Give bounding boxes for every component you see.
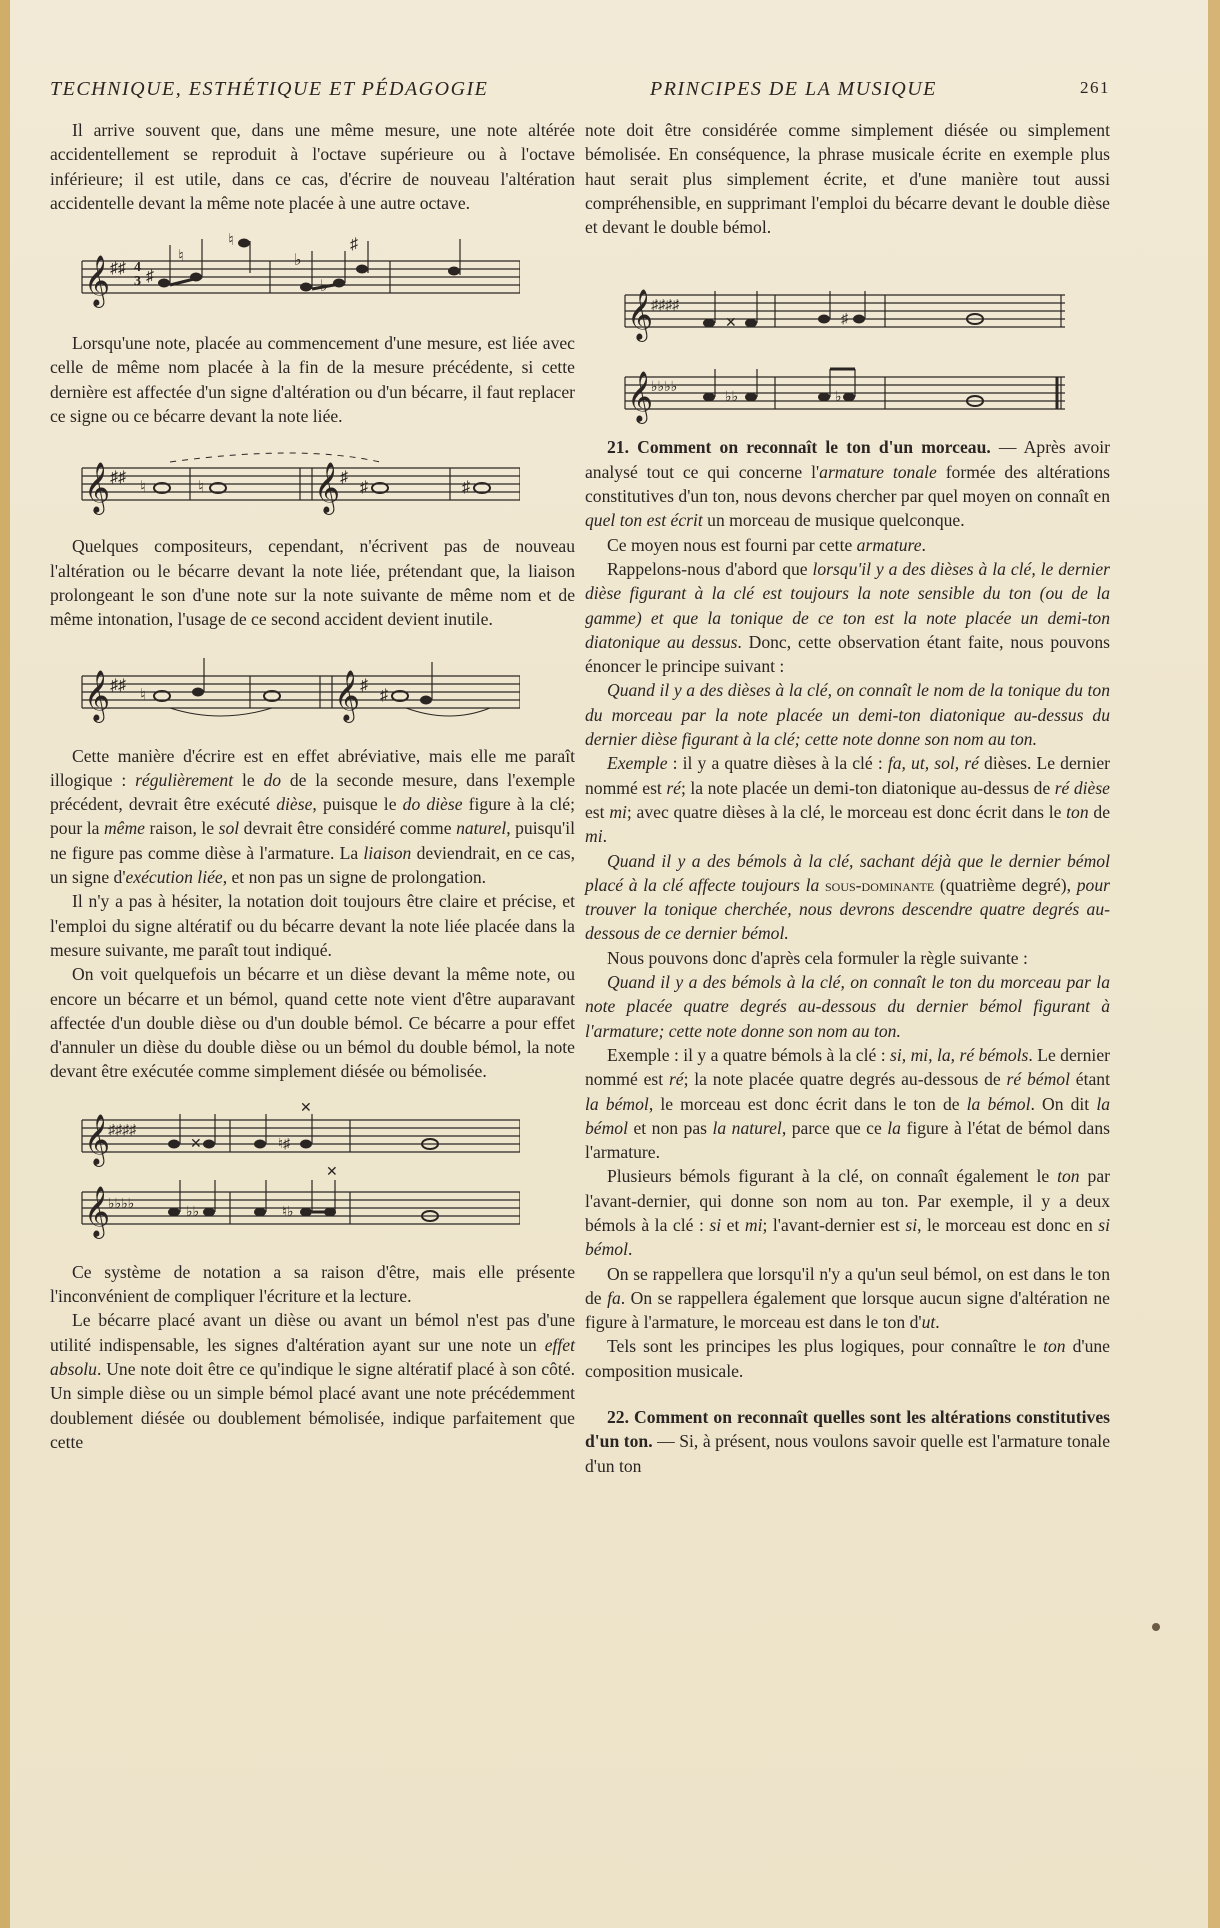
paragraph: Cette manière d'écrire est en effet abréviative, mais elle me paraît illogique : régulièrement le do de la seconde mesure, dans l'exemple précédent, devrait être exécuté dièse, puisque le do dièse figure à la clé; pour la même raison, le sol devrait être considéré comme naturel, puisqu'il ne figure pas comme dièse à l'armature. La liaison deviendrait, en ce cas, un signe d'exécution liée, et non pas un signe de prolongation. — [50, 745, 576, 888]
svg-text:♯♯: ♯♯ — [110, 260, 126, 278]
paragraph: Exemple : il y a quatre dièses à la clé : fa, ut, sol, ré dièses. Le dernier nommé est ré; la note placée un demi-ton diatonique au-dessus de ré dièse est mi; avec quatre dièses à la clé, le morceau est donc écrit dans le ton de mi. — [585, 753, 1111, 847]
svg-text:𝄞: 𝄞 — [84, 256, 111, 306]
paragraph: On voit quelquefois un bécarre et un dièse devant la même note, ou encore un bécarre et un bémol, quand cette note vient d'être auparavant affectée d'un double dièse ou d'un double bémol. Ce bécarre a pour effet d'annuler un dièse du double dièse ou un bémol du double bémol, la note devant être exécutée comme simplement diésée ou bémolisée. — [50, 964, 575, 1082]
page-edge-right — [1208, 0, 1220, 1928]
paragraph: Plusieurs bémols figurant à la clé, on connaît également le ton par l'avant-dernier, qui donne son nom au ton. Par exemple, il y a deux bémols à la clé : si et mi; l'avant-dernier est si, le morceau est donc en si bémol. — [585, 1166, 1111, 1260]
section-22: 22. Comment on reconnaît quelles sont les altérations constitutives d'un ton. — Si, à présent, nous voulons savoir quelle est l'armature tonale d'un ton — [585, 1407, 1111, 1476]
svg-text:♮♭: ♮♭ — [282, 1204, 294, 1220]
svg-text:♭♭: ♭♭ — [186, 1204, 200, 1220]
svg-text:♯♯: ♯♯ — [110, 676, 126, 694]
svg-text:♯: ♯ — [340, 469, 348, 487]
svg-text:♭: ♭ — [320, 278, 328, 296]
svg-text:𝄞: 𝄞 — [314, 463, 341, 513]
header-left: TECHNIQUE, ESTHÉTIQUE ET PÉDAGOGIE — [50, 78, 489, 100]
running-header — [50, 78, 1110, 106]
page-number: 261 — [1080, 78, 1110, 97]
paragraph: note doit être considérée comme simplement diésée ou simplement bémolisée. En conséquence, la phrase musicale écrite en exemple plus haut serait plus simplement écrite, et d'une manière tout aussi compréhensible, en supprimant l'emploi du bécarre devant le double dièse et devant le double bémol. — [585, 120, 1110, 238]
paragraph: Il arrive souvent que, dans une même mesure, une note altérée accidentellement se reproduit à l'octave supérieure ou à l'octave inférieure; il est utile, dans ce cas, d'écrire de nouveau l'altération accidentelle devant la même note placée à une autre octave. — [50, 120, 575, 213]
svg-text:♯: ♯ — [360, 479, 368, 497]
svg-text:𝄞: 𝄞 — [627, 290, 654, 340]
music-example-2 — [50, 434, 575, 524]
paragraph: On se rappellera que lorsqu'il n'y a qu'un seul bémol, on est dans le ton de fa. On se rappellera également que lorsque aucun signe d'altération ne figure à l'armature, le morceau est dans le ton d'ut. — [585, 1263, 1110, 1333]
svg-text:𝄞: 𝄞 — [84, 1114, 111, 1164]
paragraph: Lorsqu'une note, placée au commencement d'une mesure, est liée avec celle de même nom placée à la fin de la mesure précédente, si cette dernière est affectée d'un signe d'altération ou d'un bécarre, il faut replacer ce signe ou ce bécarre devant la note liée. — [50, 333, 575, 427]
paragraph: Rappelons-nous d'abord que lorsqu'il y a des dièses à la clé, le dernier dièse figurant à la clé est toujours la note sensible du ton (ou de la gamme) et que la tonique de ce ton est la note placée un demi-ton diatonique au dessus. Donc, cette observation étant faite, nous pouvons énoncer le principe suivant : — [585, 558, 1111, 677]
svg-text:𝄞: 𝄞 — [84, 670, 111, 720]
paragraph: Il n'y a pas à hésiter, la notation doit toujours être claire et précise, et l'emploi du signe altératif ou du bécarre devant la note liée placée dans la mesure suivante, me paraît tout indiqué. — [50, 891, 575, 960]
svg-text:♮: ♮ — [178, 248, 184, 266]
header-right: PRINCIPES DE LA MUSIQUE — [650, 78, 937, 100]
svg-text:3: 3 — [134, 274, 141, 290]
svg-text:✕: ✕ — [190, 1136, 202, 1152]
svg-text:♯♯♯♯: ♯♯♯♯ — [108, 1122, 136, 1138]
svg-text:♮: ♮ — [140, 479, 146, 497]
svg-text:✕: ✕ — [326, 1164, 338, 1180]
svg-text:4: 4 — [134, 260, 141, 276]
svg-text:♯: ♯ — [841, 312, 848, 328]
paragraph: Ce moyen nous est fourni par cette armature. — [607, 534, 926, 555]
svg-text:♯♯♯♯: ♯♯♯♯ — [651, 298, 679, 314]
svg-text:𝄞: 𝄞 — [627, 372, 654, 422]
svg-text:♮: ♮ — [198, 479, 204, 497]
right-column — [585, 118, 1110, 1478]
music-example-4 — [50, 1090, 575, 1250]
section-21: 21. Comment on reconnaît le ton d'un morceau. — Après avoir analysé tout ce qui concerne l'armature tonale formée des altérations constitutives d'un ton, nous devons chercher par quel moyen on connaît en quel ton est écrit un morceau de musique quelconque. — [585, 437, 1110, 531]
svg-text:♭♭♭♭: ♭♭♭♭ — [651, 380, 678, 396]
svg-text:♭: ♭ — [835, 390, 842, 406]
svg-text:✕: ✕ — [725, 316, 737, 332]
svg-text:♭♭♭♭: ♭♭♭♭ — [108, 1196, 135, 1212]
section-heading: 21. Comment on reconnaît le ton d'un morceau. — [607, 437, 991, 458]
svg-text:♯: ♯ — [360, 676, 368, 694]
rule-statement: Quand il y a des dièses à la clé, on connaît le nom de la tonique du ton du morceau par la note placée un demi-ton diatonique au-dessus du dernier dièse figurant à la clé; cette note donne son nom au ton. — [585, 680, 1110, 750]
music-example-3 — [50, 638, 575, 734]
svg-text:♮♯: ♮♯ — [278, 1136, 291, 1152]
paragraph: Nous pouvons donc d'après cela formuler la règle suivante : — [607, 947, 1028, 968]
svg-text:♮: ♮ — [228, 232, 234, 250]
music-example-5 — [585, 245, 1110, 425]
section-heading: 22. Comment on reconnaît quelles sont les altérations constitutives d'un ton. — [585, 1407, 1110, 1452]
paragraph: Tels sont les principes les plus logiques, pour connaître le ton d'une composition musicale. — [585, 1336, 1110, 1381]
svg-text:♭♭: ♭♭ — [725, 390, 739, 406]
svg-text:♮: ♮ — [140, 686, 146, 704]
svg-text:♯: ♯ — [462, 479, 470, 497]
page-edge-left — [0, 0, 10, 1928]
margin-mark — [1152, 1623, 1160, 1631]
svg-text:✕: ✕ — [300, 1100, 312, 1116]
paragraph: Le bécarre placé avant un dièse ou avant un bémol n'est pas d'une utilité indispensable, les signes d'altération ayant sur une note un effet absolu. Une note doit être ce qu'indique le signe altératif placé à son côté. Un simple dièse ou un simple bémol placé avant une note précédemment doublement diésée ou doublement bémolisée, indique parfaitement que cette — [50, 1310, 575, 1452]
paragraph: Quelques compositeurs, cependant, n'écrivent pas de nouveau l'altération ou le bécarre devant la note liée, prétendant que, la liaison prolongeant le son d'une note sur la note suivante de même nom et de même intonation, l'usage de ce second accident devient inutile. — [50, 536, 575, 630]
svg-text:♯: ♯ — [146, 268, 154, 286]
paragraph: Quand il y a des bémols à la clé, sachant déjà que le dernier bémol placé à la clé affecte toujours la sous-dominante (quatrième degré), pour trouver la tonique cherchée, nous devrons descendre quatre degrés au-dessous de ce dernier bémol. — [585, 850, 1110, 944]
svg-text:♯: ♯ — [380, 686, 388, 704]
rule-statement: Quand il y a des bémols à la clé, on connaît le ton du morceau par la note placée quatre degrés au-dessous du dernier bémol figurant à l'armature; cette note donne son nom au ton. — [585, 972, 1110, 1041]
left-column — [50, 118, 575, 1454]
svg-text:♭: ♭ — [294, 252, 302, 270]
svg-text:𝄞: 𝄞 — [84, 1186, 111, 1236]
paragraph: Exemple : il y a quatre bémols à la clé : si, mi, la, ré bémols. Le dernier nommé est ré; la note placée quatre degrés au-dessous de ré bémol étant la bémol, le morceau est donc écrit dans le ton de la bémol. On dit la bémol et non pas la naturel, parce que ce la figure à l'état de bémol dans l'armature. — [585, 1044, 1110, 1163]
svg-text:♯♯: ♯♯ — [110, 469, 126, 487]
paragraph: Ce système de notation a sa raison d'être, mais elle présente l'inconvénient de compliquer l'écriture et la lecture. — [50, 1261, 575, 1307]
svg-text:♯: ♯ — [350, 236, 358, 254]
svg-text:𝄞: 𝄞 — [334, 670, 361, 720]
music-example-1 — [50, 221, 575, 321]
svg-text:𝄞: 𝄞 — [84, 463, 111, 513]
